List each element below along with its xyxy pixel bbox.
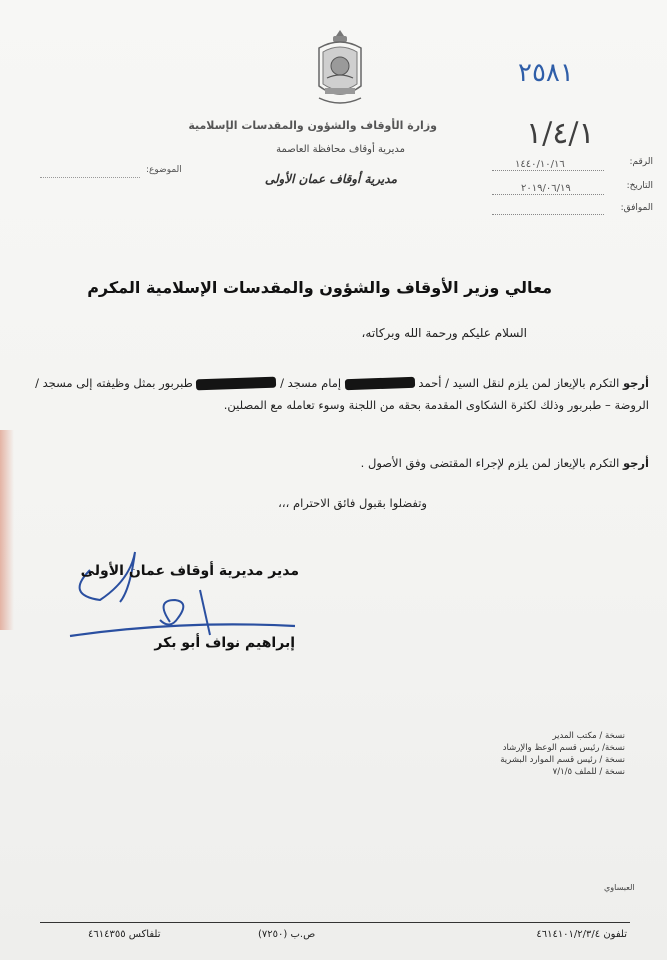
reference-label: الرقم: [629,157,653,167]
paragraph-request-transfer [29,372,649,416]
subject-label: الموضوع: [146,165,182,175]
paragraph-text: طبربور بمثل وظيفته إلى مسجد / الروضة – طبربور وذلك لكثرة الشكاوى المقدمة بحقه من اللجنة وسوء تعامله مع المصلين. [35,376,649,412]
redaction-mark [196,377,276,391]
footer-phone: تلفون ٤٦١٤١٠١/٢/٣/٤ [536,929,627,940]
copy-item: نسخة/ رئيس قسم الوعظ والإرشاد [502,743,625,753]
footer-divider [40,922,630,923]
paragraph-text: التكرم بالإيعاز لمن يلزم لنقل السيد / أحمد [418,376,620,390]
date-label: التاريخ: [626,181,653,191]
handwritten-reference: ٢٥٨١ [518,58,574,88]
sub-directorate-name: مديرية أوقاف عمان الأولى [264,172,397,186]
jordan-coat-of-arms-icon [313,28,367,110]
directorate-name: مديرية أوقاف محافظة العاصمة [276,144,405,155]
copies-list [500,730,625,778]
handwritten-date: ١/٤/١ [526,116,595,151]
copy-item: نسخة / للملف ٧/١/٥ [552,767,625,777]
paragraph-request-action [29,452,649,474]
copy-item: نسخة / رئيس قسم الموارد البشرية [500,755,625,765]
corresponding-line [492,214,604,215]
addressee: معالي وزير الأوقاف والشؤون والمقدسات الإسلامية المكرم [87,278,552,297]
paragraph-text: إمام مسجد / [280,376,342,390]
paragraph-lead: أرجو [622,456,649,470]
closing-line: وتفضلوا بقبول فائق الاحترام ،،، [278,496,427,510]
date-line [492,194,604,195]
footer-fax: تلفاكس ٤٦١٤٣٥٥ [88,929,161,940]
redaction-mark [345,377,415,390]
hijri-date: ١٤٤٠/١٠/١٦ [515,159,565,170]
reference-line [492,170,604,171]
signatory-title: مدير مديرية أوقاف عمان الأولى [80,563,299,579]
copy-item: نسخة / مكتب المدير [552,731,625,741]
typist-initials: العبساوي [604,883,635,892]
greeting: السلام عليكم ورحمة الله وبركاته، [361,326,527,340]
paragraph-lead: أرجو [622,376,649,390]
footer-pobox: ص.ب (٧٢٥٠) [258,929,316,940]
signatory-name: إبراهيم نواف أبو بكر [154,635,295,651]
gregorian-date: ٢٠١٩/٠٦/١٩ [521,183,571,194]
ministry-name: وزارة الأوقاف والشؤون والمقدسات الإسلامية [188,119,437,132]
page-edge-shadow [0,430,14,630]
corresponding-label: الموافق: [620,203,653,213]
subject-line [40,177,140,178]
paragraph-text: التكرم بالإيعاز لمن يلزم لإجراء المقتضى وفق الأصول . [360,456,620,470]
